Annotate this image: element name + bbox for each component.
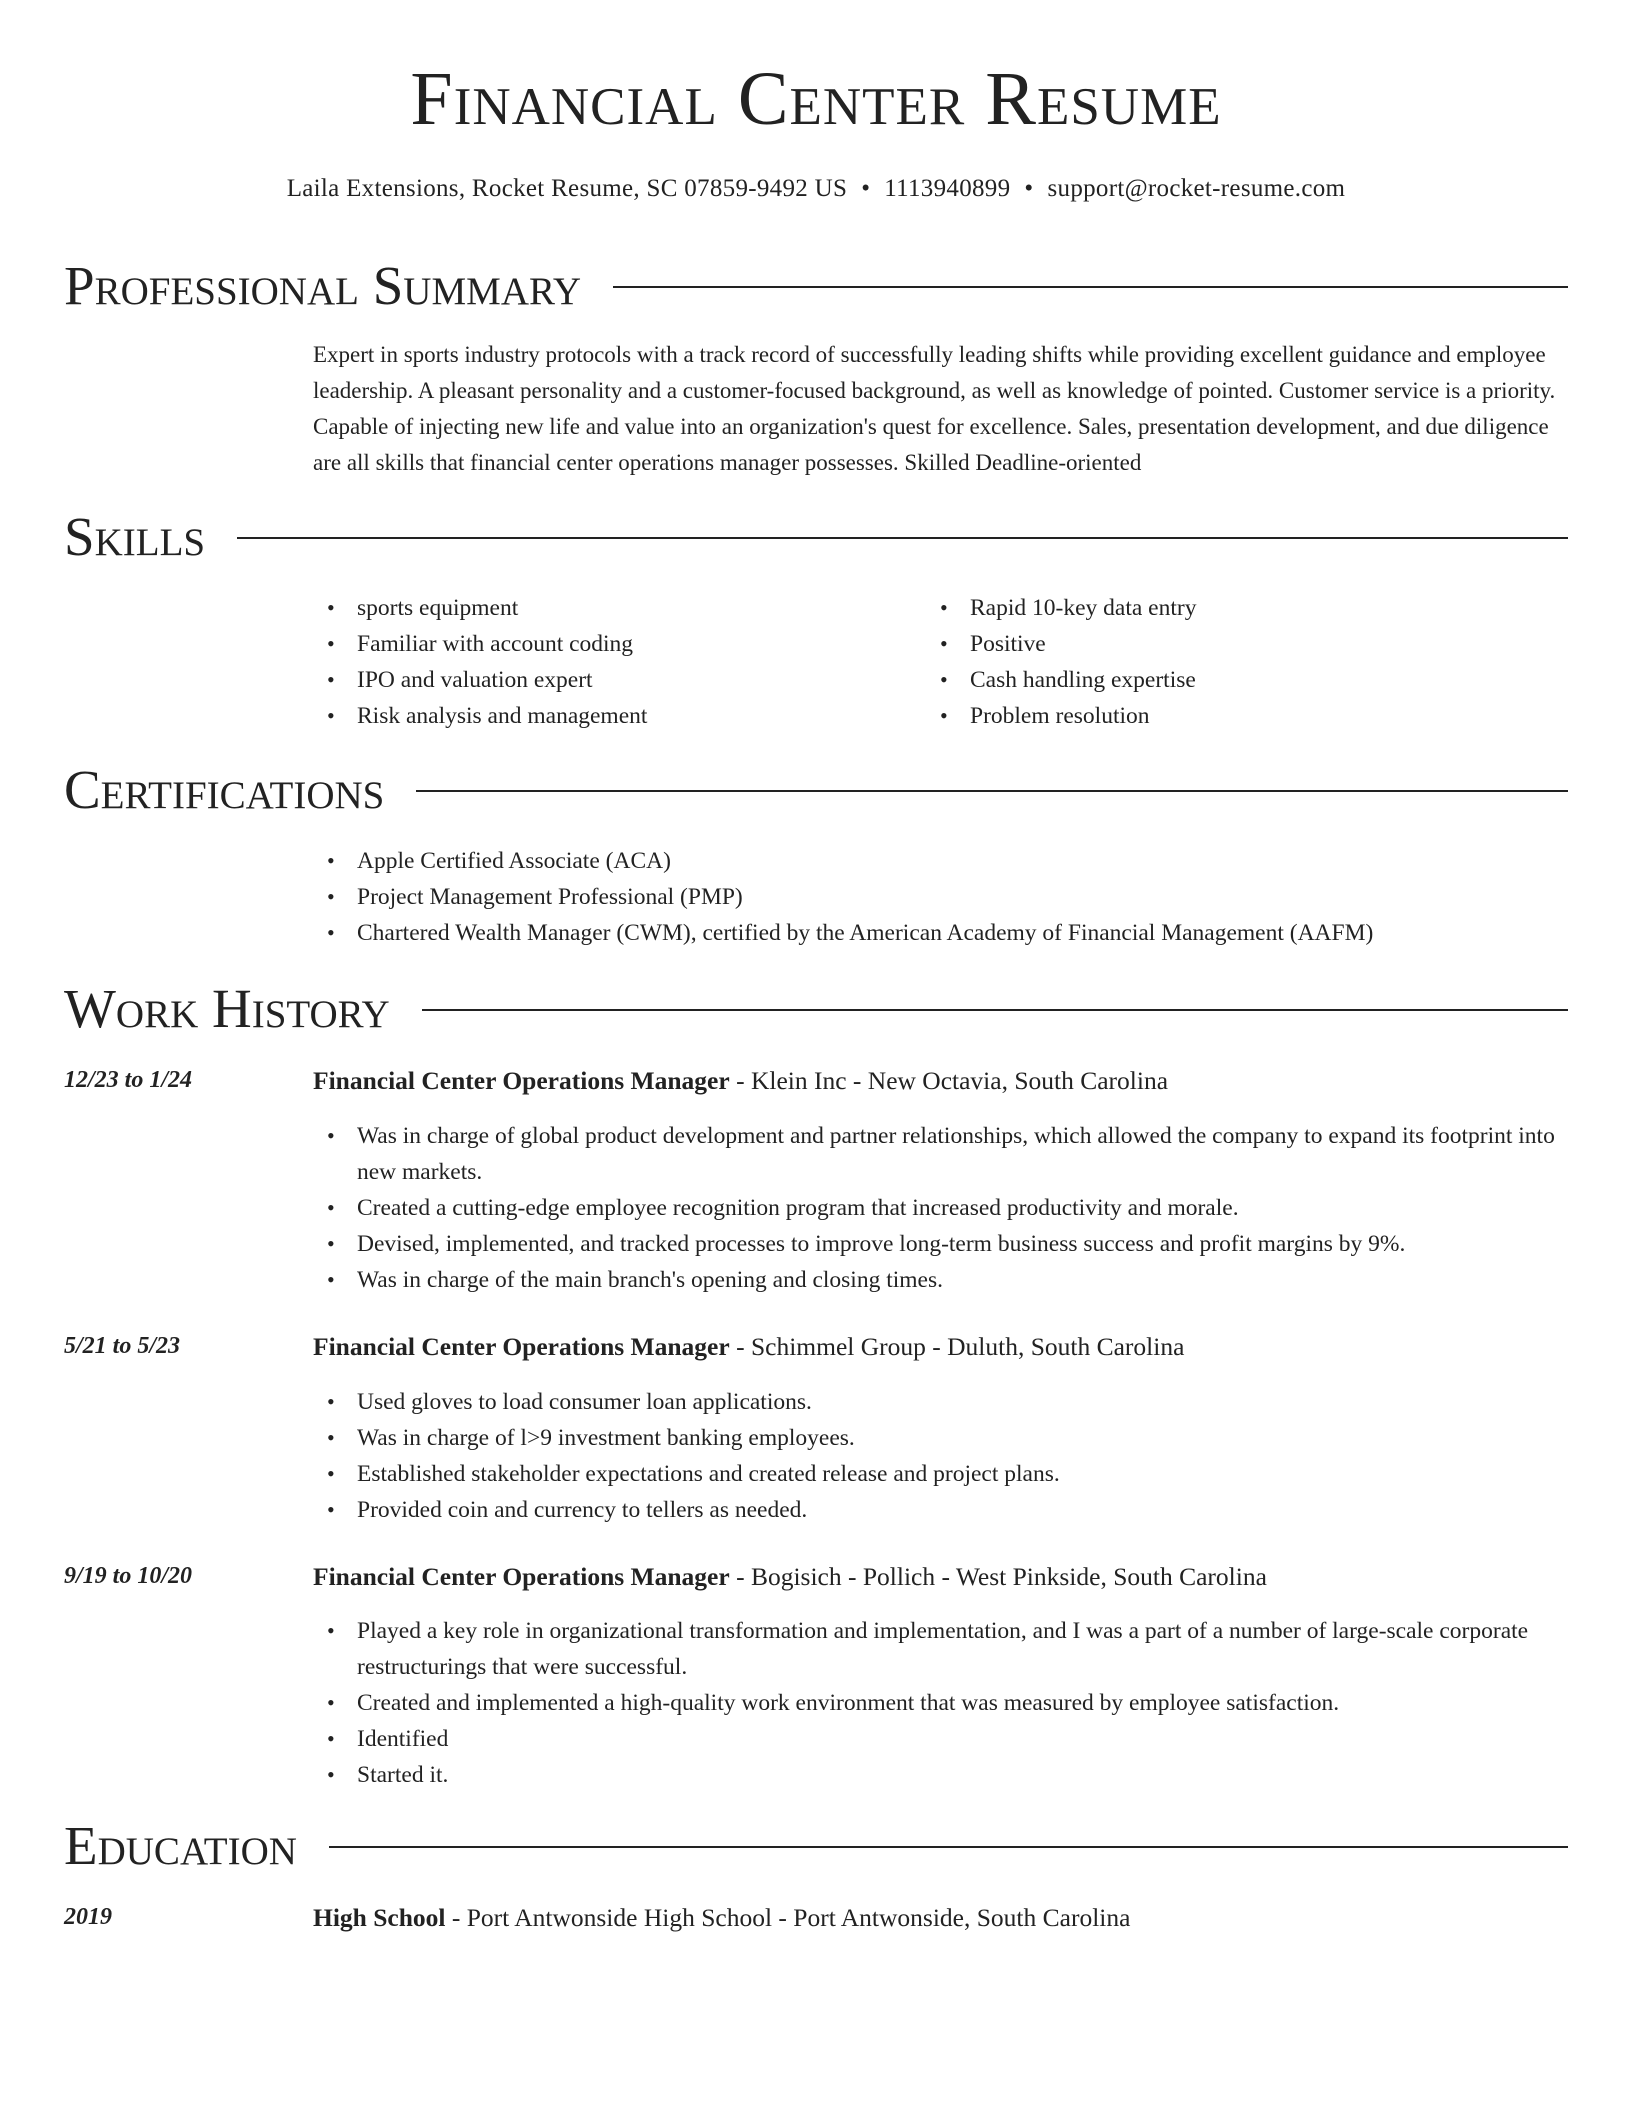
skill-item: • sports equipment bbox=[313, 590, 913, 626]
section-header-skills bbox=[64, 506, 1568, 566]
section-divider bbox=[329, 1846, 1568, 1848]
skills-column-right bbox=[926, 590, 1526, 734]
skills-column-left bbox=[313, 590, 913, 734]
section-title: Certifications bbox=[64, 758, 385, 820]
skill-item: • Rapid 10-key data entry bbox=[926, 590, 1526, 626]
job-bullet: • Was in charge of the main branch's opening and closing times. bbox=[313, 1262, 1566, 1298]
contact-separator: • bbox=[861, 175, 871, 202]
job-role: Financial Center Operations Manager bbox=[313, 1562, 730, 1591]
contact-address: Laila Extensions, Rocket Resume, SC 07859-9492 US bbox=[286, 175, 848, 202]
section-divider bbox=[422, 1009, 1568, 1011]
job-bullet: • Identified bbox=[313, 1721, 1566, 1757]
job-bullet: • Provided coin and currency to tellers as needed. bbox=[313, 1492, 1566, 1528]
job-bullet: • Used gloves to load consumer loan applications. bbox=[313, 1384, 1566, 1420]
skill-item: • Risk analysis and management bbox=[313, 698, 913, 734]
skill-item: • IPO and valuation expert bbox=[313, 662, 913, 698]
job-bullet: • Started it. bbox=[313, 1757, 1566, 1793]
job-date: 9/19 to 10/20 bbox=[64, 1563, 193, 1589]
job-bullet: • Created and implemented a high-quality work environment that was measured by employee satisfaction. bbox=[313, 1685, 1566, 1721]
section-divider bbox=[237, 537, 1568, 539]
section-header-certifications bbox=[64, 759, 1568, 819]
job-bullet: • Devised, implemented, and tracked processes to improve long-term business success and profit margins by 9%. bbox=[313, 1226, 1566, 1262]
job-date: 12/23 to 1/24 bbox=[64, 1067, 193, 1093]
job-role: Financial Center Operations Manager bbox=[313, 1066, 730, 1095]
job-bullets bbox=[313, 1118, 1566, 1298]
certification-item: • Apple Certified Associate (ACA) bbox=[313, 843, 1568, 879]
job-bullets bbox=[313, 1613, 1566, 1793]
education-date: 2019 bbox=[64, 1904, 112, 1930]
job-bullet: • Played a key role in organizational transformation and implementation, and I was a part of a number of large-scale corporate restructurings that were successful. bbox=[313, 1613, 1566, 1685]
certification-item: • Project Management Professional (PMP) bbox=[313, 879, 1568, 915]
resume-title: Financial Center Resume bbox=[410, 57, 1222, 141]
job-employer: - Klein Inc - New Octavia, South Carolina bbox=[729, 1066, 1169, 1095]
section-title: Professional Summary bbox=[64, 254, 582, 316]
job-title-line bbox=[313, 1562, 1267, 1592]
contact-line bbox=[0, 175, 1632, 203]
certifications-list bbox=[313, 843, 1568, 951]
contact-phone: 1113940899 bbox=[884, 175, 1011, 202]
section-title: Skills bbox=[64, 505, 206, 567]
section-divider bbox=[416, 790, 1568, 792]
job-title-line bbox=[313, 1066, 1168, 1096]
section-header-work-history bbox=[64, 978, 1568, 1038]
job-employer: - Bogisich - Pollich - West Pinkside, South Carolina bbox=[729, 1562, 1267, 1591]
education-degree: High School bbox=[313, 1903, 446, 1932]
job-role: Financial Center Operations Manager bbox=[313, 1332, 730, 1361]
job-bullet: • Was in charge of global product development and partner relationships, which allowed the company to expand its footprint into new markets. bbox=[313, 1118, 1566, 1190]
certification-item: • Chartered Wealth Manager (CWM), certified by the American Academy of Financial Management (AAFM) bbox=[313, 915, 1568, 951]
skill-item: • Cash handling expertise bbox=[926, 662, 1526, 698]
skill-item: • Familiar with account coding bbox=[313, 626, 913, 662]
education-school: - Port Antwonside High School - Port Antwonside, South Carolina bbox=[445, 1903, 1131, 1932]
job-bullet: • Established stakeholder expectations and created release and project plans. bbox=[313, 1456, 1566, 1492]
section-divider bbox=[613, 286, 1568, 288]
skill-item: • Positive bbox=[926, 626, 1526, 662]
contact-separator: • bbox=[1024, 175, 1034, 202]
job-employer: - Schimmel Group - Duluth, South Carolina bbox=[729, 1332, 1185, 1361]
job-bullet: • Was in charge of l>9 investment banking employees. bbox=[313, 1420, 1566, 1456]
job-bullets bbox=[313, 1384, 1566, 1528]
section-title: Education bbox=[64, 1814, 297, 1876]
summary-text: Expert in sports industry protocols with a track record of successfully leading shifts while providing excellent guidance and employee leadership. A pleasant personality and a customer-focused background, as well as knowledge of pointed. Customer service is a priority. Capable of injecting new life and value into an organization's quest for excellence. Sales, presentation development, and due diligence are all skills that financial center operations manager possesses. Skilled Deadline-oriented bbox=[313, 342, 1556, 475]
contact-email: support@rocket-resume.com bbox=[1047, 175, 1346, 202]
job-date: 5/21 to 5/23 bbox=[64, 1333, 181, 1359]
job-title-line bbox=[313, 1332, 1184, 1362]
education-line bbox=[313, 1903, 1130, 1933]
job-bullet: • Created a cutting-edge employee recognition program that increased productivity and morale. bbox=[313, 1190, 1566, 1226]
section-header-education bbox=[64, 1815, 1568, 1875]
skill-item: • Problem resolution bbox=[926, 698, 1526, 734]
section-header-summary bbox=[64, 255, 1568, 315]
section-title: Work History bbox=[64, 977, 390, 1039]
